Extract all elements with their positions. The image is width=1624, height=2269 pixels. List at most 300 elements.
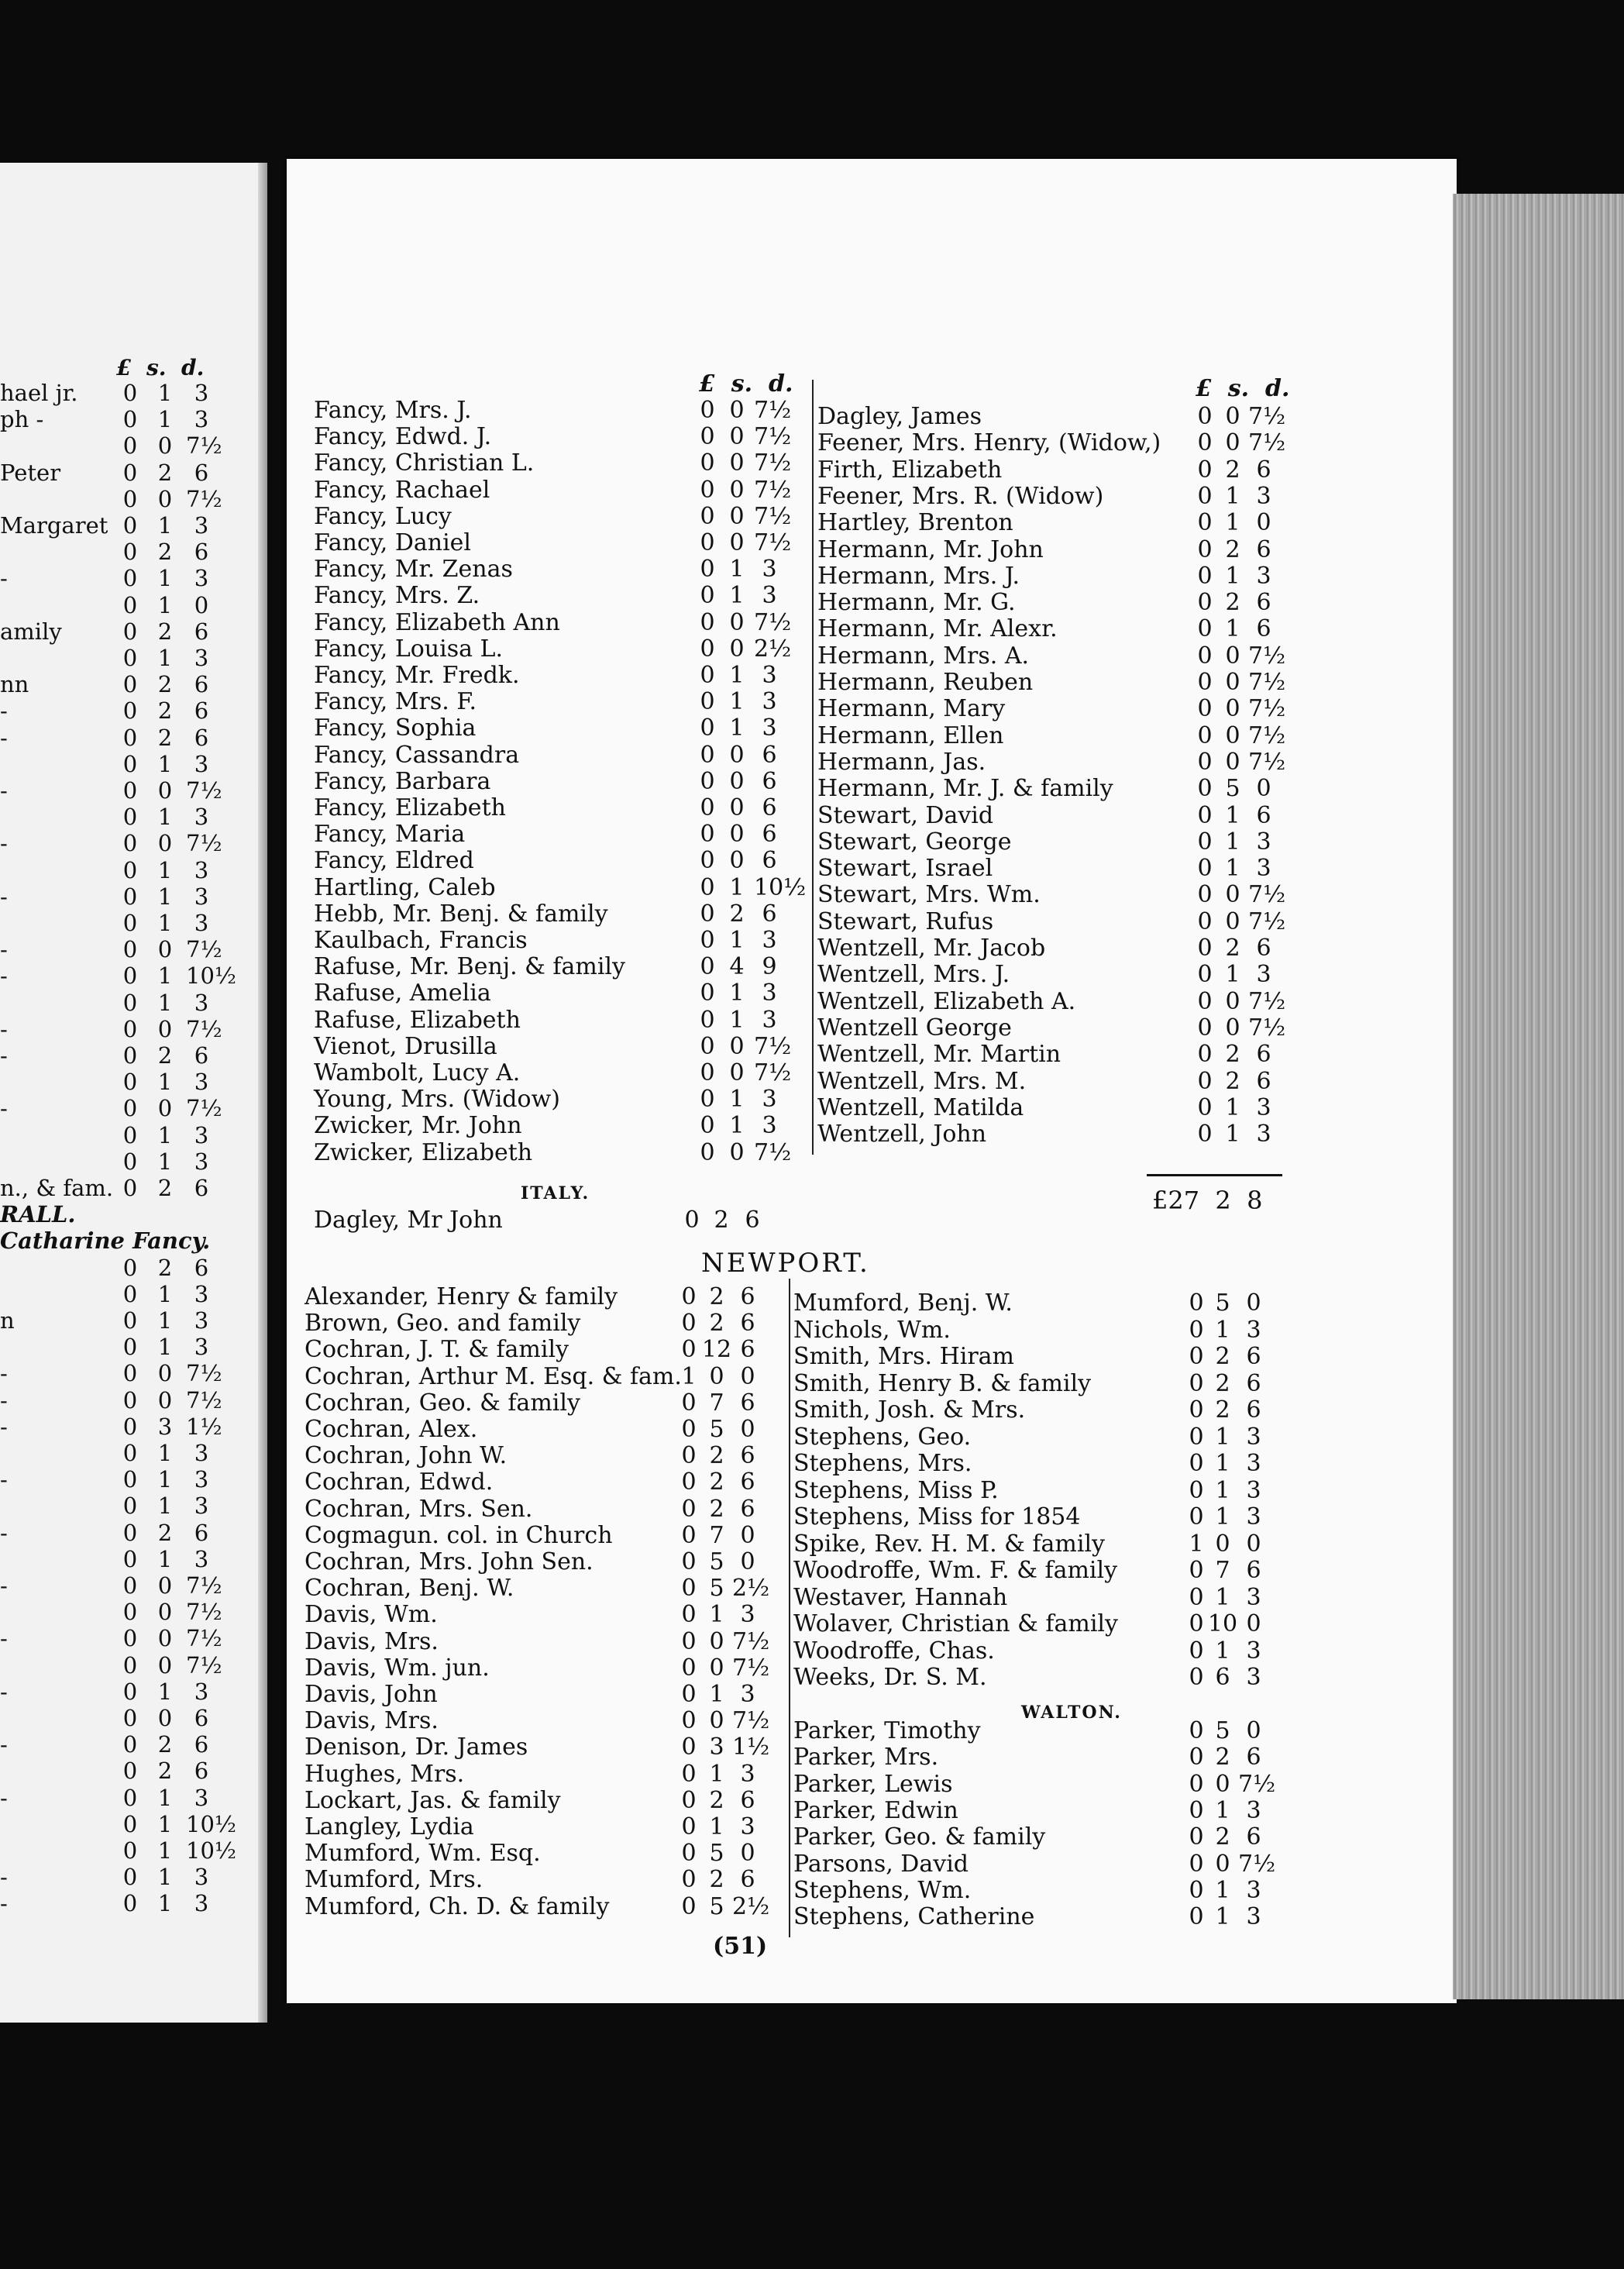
- contributor-name: Hartling, Caleb: [314, 873, 496, 901]
- pounds-value: 0: [1189, 1316, 1204, 1344]
- contributor-name-fragment: Catharine Fancy.: [0, 1227, 211, 1255]
- pence-value: 7½: [1248, 429, 1286, 457]
- pence-value: 3: [1246, 1450, 1261, 1477]
- contributor-name: Fancy, Cassandra: [314, 741, 520, 769]
- pounds-value: 0: [1189, 1664, 1204, 1691]
- contributor-name-fragment: -: [0, 1466, 8, 1493]
- pence-value: 3: [1256, 562, 1271, 590]
- shillings-value: 0: [729, 635, 745, 663]
- pounds-value: 0: [122, 1015, 138, 1042]
- pence-value: 3: [194, 1280, 209, 1307]
- pence-value: 6: [762, 900, 777, 928]
- pounds-value: 0: [1197, 748, 1213, 776]
- left-page-row: [0, 1255, 267, 1281]
- shillings-value: 1: [729, 582, 745, 610]
- pence-value: 3: [740, 1760, 755, 1788]
- contributor-name-fragment: -: [0, 1731, 8, 1758]
- pounds-value: 0: [122, 830, 138, 857]
- contributor-name: Westaver, Hannah: [793, 1583, 1008, 1611]
- contributor-name: Rafuse, Mr. Benj. & family: [314, 953, 625, 981]
- pounds-value: 0: [1197, 987, 1213, 1015]
- shillings-value: 0: [1225, 721, 1240, 749]
- shillings-value: 0: [1215, 1770, 1230, 1798]
- pence-value: 7½: [754, 1138, 792, 1166]
- left-page-row: [0, 1334, 267, 1360]
- shillings-value: 0: [1225, 429, 1240, 457]
- left-page-row: [0, 910, 267, 936]
- pounds-value: 0: [1189, 1369, 1204, 1397]
- shillings-value: 1: [1215, 1316, 1230, 1344]
- pounds-value: 0: [1189, 1744, 1204, 1771]
- pounds-value: 0: [122, 1175, 138, 1201]
- pounds-value: 0: [1189, 1770, 1204, 1798]
- shillings-value: 2: [1215, 1823, 1230, 1851]
- pence-value: 6: [762, 767, 777, 795]
- italy-heading: ITALY.: [521, 1183, 590, 1203]
- pence-value: 7½: [186, 830, 222, 857]
- pence-value: 3: [762, 980, 777, 1007]
- pounds-value: 0: [1189, 1503, 1204, 1530]
- contributor-name-fragment: -: [0, 936, 8, 963]
- pence-value: 7½: [1248, 642, 1286, 670]
- shillings-value: 1: [1225, 615, 1240, 643]
- pence-value: 6: [762, 794, 777, 821]
- contributor-name: Smith, Josh. & Mrs.: [793, 1396, 1026, 1424]
- pence-value: 7½: [186, 1360, 222, 1387]
- pence-value: 6: [194, 618, 209, 645]
- contributor-name-fragment: hael jr.: [0, 380, 78, 406]
- left-page-row: [0, 1837, 267, 1864]
- pounds-value: 0: [681, 1892, 697, 1920]
- pounds-value: 0: [122, 1890, 138, 1917]
- contributor-name: Fancy, Rachael: [314, 476, 490, 504]
- shillings-value: 1: [157, 1837, 173, 1864]
- pence-value: 6: [194, 1758, 209, 1785]
- pounds-value: 0: [700, 662, 715, 689]
- pence-value: 3: [194, 989, 209, 1016]
- pence-value: 3: [762, 1112, 777, 1140]
- left-page-row: [0, 1148, 267, 1175]
- contributor-name-fragment: nn: [0, 671, 29, 698]
- shillings-value: 1: [157, 1890, 173, 1917]
- contributor-name: Wentzell George: [817, 1014, 1012, 1042]
- contributor-name: Lockart, Jas. & family: [304, 1786, 561, 1814]
- pounds-value: 0: [700, 397, 715, 424]
- contributor-name: Parker, Edwin: [793, 1796, 958, 1824]
- pence-value: 3: [1256, 1093, 1271, 1121]
- pounds-value: 0: [1189, 1637, 1204, 1665]
- pence-value: 7½: [186, 1095, 222, 1122]
- pounds-value: 0: [681, 1681, 697, 1708]
- pounds-value: 0: [1197, 669, 1213, 696]
- shillings-value: 1: [729, 927, 745, 954]
- pence-value: 3: [1246, 1876, 1261, 1904]
- pence-value: 3: [740, 1813, 755, 1840]
- contributor-name-fragment: -: [0, 565, 8, 592]
- contributor-name-fragment: n., & fam.: [0, 1175, 114, 1201]
- pence-value: 3: [762, 1086, 777, 1114]
- contributor-name: Zwicker, Elizabeth: [314, 1138, 533, 1166]
- shillings-value: 0: [157, 936, 173, 963]
- shillings-value: 1: [1215, 1423, 1230, 1451]
- contributor-name: Wentzell, Mr. Jacob: [817, 935, 1046, 962]
- shillings-value: 1: [709, 1681, 724, 1708]
- col-a-header: £ s. d.: [699, 370, 793, 398]
- pounds-value: 0: [700, 502, 715, 530]
- pounds-value: 0: [700, 714, 715, 742]
- pounds-value: 0: [1197, 456, 1213, 484]
- page-edges: [1453, 194, 1624, 1999]
- pounds-value: 0: [700, 847, 715, 875]
- pounds-value: 0: [700, 1138, 715, 1166]
- contributor-name: Langley, Lydia: [304, 1813, 474, 1840]
- pence-value: 3: [740, 1601, 755, 1629]
- pence-value: 3: [194, 1493, 209, 1520]
- contributor-name: Parker, Geo. & family: [793, 1823, 1046, 1851]
- pence-value: 6: [1246, 1343, 1261, 1370]
- pounds-value: 0: [122, 618, 138, 645]
- pence-value: 7½: [186, 432, 222, 460]
- shillings-value: 2: [157, 1175, 173, 1201]
- shillings-value: 4: [729, 953, 745, 981]
- contributor-name: Fancy, Sophia: [314, 714, 477, 742]
- contributor-name: Mumford, Mrs.: [304, 1866, 483, 1894]
- contributor-name: Stephens, Mrs.: [793, 1450, 972, 1477]
- pounds-value: 0: [681, 1654, 697, 1682]
- contributor-name: Smith, Henry B. & family: [793, 1369, 1092, 1397]
- pence-value: 3: [762, 662, 777, 689]
- pounds-value: 0: [122, 1148, 138, 1175]
- pence-value: 7½: [754, 502, 792, 530]
- pounds-value: 0: [1197, 775, 1213, 803]
- pounds-value: 0: [1189, 1476, 1204, 1504]
- left-page-row: [0, 1016, 267, 1042]
- pounds-value: 0: [700, 1086, 715, 1114]
- pence-value: 7½: [754, 397, 792, 424]
- pounds-value: 0: [1197, 429, 1213, 457]
- pence-value: 3: [762, 1006, 777, 1034]
- pence-value: 6: [1246, 1744, 1261, 1771]
- pence-value: 6: [762, 821, 777, 849]
- pence-value: 7½: [732, 1654, 770, 1682]
- pounds-value: 0: [1189, 1850, 1204, 1878]
- pounds-value: 0: [122, 1307, 138, 1334]
- shillings-value: 5: [709, 1840, 724, 1868]
- pounds-value: 0: [122, 1599, 138, 1626]
- contributor-name: Davis, Wm.: [304, 1601, 438, 1629]
- pounds-value: 0: [1189, 1610, 1204, 1637]
- pence-value: 6: [740, 1389, 755, 1417]
- pounds-value: 0: [122, 1758, 138, 1785]
- walton-heading: WALTON.: [1021, 1703, 1122, 1723]
- shillings-value: 1: [157, 1545, 173, 1572]
- left-page-row: [0, 857, 267, 883]
- pounds-value: 0: [122, 1784, 138, 1811]
- left-page-row: [0, 1307, 267, 1334]
- pence-value: 0: [740, 1548, 755, 1575]
- shillings-value: 2: [157, 1519, 173, 1546]
- pence-value: 0: [740, 1416, 755, 1443]
- shillings-value: 3: [709, 1734, 724, 1761]
- shillings-value: 2: [1225, 1041, 1240, 1069]
- pence-value: 6: [1256, 615, 1271, 643]
- shillings-value: 7: [709, 1389, 724, 1417]
- pounds-value: 0: [1189, 1876, 1204, 1904]
- shillings-value: 1: [709, 1601, 724, 1629]
- contributor-name: Stewart, David: [817, 801, 994, 829]
- contributor-name-fragment: -: [0, 1413, 8, 1440]
- pence-value: 6: [1246, 1396, 1261, 1424]
- contributor-name-fragment: -: [0, 1864, 8, 1891]
- shillings-value: 0: [709, 1627, 724, 1655]
- pounds-value: 0: [681, 1416, 697, 1443]
- contributor-name: Brown, Geo. and family: [304, 1310, 581, 1338]
- pounds-value: 0: [122, 910, 138, 936]
- contributor-name: Mumford, Wm. Esq.: [304, 1840, 541, 1868]
- pounds-value: 0: [1197, 589, 1213, 617]
- pence-value: 3: [762, 556, 777, 584]
- contributor-name-fragment: -: [0, 962, 8, 990]
- shillings-value: 0: [729, 529, 745, 556]
- shillings-value: 2: [1225, 1067, 1240, 1095]
- pounds-value: 0: [681, 1627, 697, 1655]
- shillings-value: 0: [1225, 1014, 1240, 1042]
- pence-value: 3: [762, 927, 777, 954]
- left-page-row: [0, 697, 267, 724]
- pounds-value: 0: [700, 927, 715, 954]
- contributor-name: Nichols, Wm.: [793, 1316, 951, 1344]
- pence-value: 7½: [754, 529, 792, 556]
- pence-value: 3: [1246, 1583, 1261, 1611]
- contributor-name: Rafuse, Elizabeth: [314, 1006, 521, 1034]
- pounds-value: 0: [681, 1495, 697, 1523]
- contributor-name-fragment: -: [0, 1042, 8, 1069]
- shillings-value: 1: [729, 556, 745, 584]
- contributor-name-fragment: ph -: [0, 406, 44, 433]
- contributor-name: Smith, Mrs. Hiram: [793, 1343, 1014, 1370]
- pounds-value: 0: [122, 697, 138, 725]
- pence-value: 6: [740, 1310, 755, 1338]
- pence-value: 7½: [732, 1707, 770, 1735]
- pence-value: 0: [194, 591, 209, 618]
- pounds-value: 0: [122, 565, 138, 592]
- pence-value: 7½: [754, 449, 792, 477]
- pounds-value: 0: [700, 1059, 715, 1086]
- shillings-value: 1: [157, 750, 173, 777]
- left-page-row: [0, 1281, 267, 1307]
- pence-value: 0: [740, 1521, 755, 1549]
- shillings-value: 2: [1225, 456, 1240, 484]
- contributor-name: Wambolt, Lucy A.: [314, 1059, 521, 1086]
- shillings-value: 2: [1215, 1744, 1230, 1771]
- left-page-row: [0, 1227, 267, 1254]
- pounds-value: 0: [681, 1468, 697, 1496]
- pounds-value: 0: [122, 1572, 138, 1599]
- pounds-value: 0: [1189, 1796, 1204, 1824]
- contributor-name-fragment: Margaret: [0, 512, 108, 539]
- pence-value: 0: [740, 1840, 755, 1868]
- pence-value: 6: [1256, 1067, 1271, 1095]
- pence-value: 7½: [754, 1059, 792, 1086]
- pounds-value: 0: [684, 1207, 700, 1234]
- pence-value: 3: [1256, 961, 1271, 989]
- contributor-name: Fancy, Mrs. F.: [314, 688, 477, 716]
- pounds-value: 0: [700, 767, 715, 795]
- contributor-name: Cochran, Mrs. Sen.: [304, 1495, 533, 1523]
- shillings-value: 2: [157, 671, 173, 698]
- shillings-value: 2: [709, 1283, 724, 1310]
- contributor-name: Davis, Mrs.: [304, 1627, 439, 1655]
- contributor-name: Cochran, Mrs. John Sen.: [304, 1548, 594, 1575]
- shillings-value: 0: [709, 1654, 724, 1682]
- shillings-value: 1: [157, 804, 173, 831]
- pence-value: 6: [194, 539, 209, 566]
- pence-value: 7½: [1238, 1770, 1276, 1798]
- pence-value: 6: [194, 671, 209, 698]
- shillings-value: 0: [709, 1707, 724, 1735]
- contributor-name: Parsons, David: [793, 1850, 969, 1878]
- shillings-value: 1: [1215, 1583, 1230, 1611]
- pounds-value: 0: [700, 688, 715, 716]
- contributor-name: Fancy, Maria: [314, 821, 466, 849]
- shillings-value: 2: [157, 459, 173, 486]
- shillings-value: 1: [729, 662, 745, 689]
- pence-value: 6: [194, 1519, 209, 1546]
- pounds-value: 0: [1197, 828, 1213, 856]
- shillings-value: 0: [729, 847, 745, 875]
- pounds-value: 0: [122, 406, 138, 433]
- shillings-value: 2: [1225, 589, 1240, 617]
- pounds-value: 0: [681, 1389, 697, 1417]
- left-page-row: [0, 1175, 267, 1201]
- pounds-value: 0: [681, 1310, 697, 1338]
- left-page-row: [0, 512, 267, 539]
- shillings-value: 1: [729, 1006, 745, 1034]
- left-page-row: [0, 1864, 267, 1890]
- pounds-value: 0: [122, 1864, 138, 1891]
- pounds-value: 0: [122, 1731, 138, 1758]
- pounds-value: 0: [681, 1786, 697, 1814]
- pence-value: 6: [740, 1442, 755, 1470]
- contributor-name: Stewart, Mrs. Wm.: [817, 881, 1041, 909]
- pounds-value: 0: [1197, 961, 1213, 989]
- shillings-value: 2: [714, 1207, 729, 1234]
- shillings-value: 0: [729, 397, 745, 424]
- contributor-name-fragment: -: [0, 883, 8, 910]
- contributor-name: Stewart, Rufus: [817, 907, 994, 935]
- pence-value: 3: [194, 512, 209, 539]
- shillings-value: 5: [709, 1416, 724, 1443]
- contributor-name: Mumford, Benj. W.: [793, 1289, 1013, 1317]
- shillings-value: 0: [157, 1572, 173, 1599]
- pounds-value: 0: [700, 423, 715, 451]
- pence-value: 1½: [732, 1734, 770, 1761]
- contributor-name: Wentzell, Elizabeth A.: [817, 987, 1076, 1015]
- shillings-value: 1: [709, 1813, 724, 1840]
- pence-value: 3: [1246, 1903, 1261, 1931]
- shillings-value: 1: [157, 962, 173, 990]
- left-page-row: [0, 1679, 267, 1705]
- pence-value: 7½: [1248, 881, 1286, 909]
- pence-value: 3: [1246, 1664, 1261, 1691]
- contributor-name-fragment: -: [0, 1784, 8, 1811]
- shillings-value: 2: [709, 1442, 724, 1470]
- pence-value: 6: [1256, 456, 1271, 484]
- left-page-row: [0, 618, 267, 645]
- pence-value: 7½: [186, 777, 222, 804]
- shillings-value: 1: [157, 1864, 173, 1891]
- shillings-value: 3: [157, 1413, 173, 1440]
- pence-value: 3: [194, 380, 209, 406]
- pence-value: 3: [1246, 1476, 1261, 1504]
- shillings-value: 10: [1207, 1610, 1238, 1637]
- contributor-name: Fancy, Mrs. J.: [314, 397, 472, 424]
- shillings-value: 2: [1225, 535, 1240, 563]
- pounds-value: 0: [700, 1006, 715, 1034]
- shillings-value: 0: [157, 1705, 173, 1731]
- contributor-name: Hebb, Mr. Benj. & family: [314, 900, 608, 928]
- pence-value: 7½: [754, 1032, 792, 1060]
- left-page-row: [0, 1095, 267, 1121]
- shillings-value: 0: [729, 767, 745, 795]
- left-page-row: [0, 380, 267, 406]
- pence-value: 7½: [186, 1599, 222, 1626]
- pounds-value: 0: [1189, 1289, 1204, 1317]
- pence-value: 7½: [186, 485, 222, 512]
- shillings-value: 1: [1225, 801, 1240, 829]
- contributor-name: Cochran, Edwd.: [304, 1468, 494, 1496]
- shillings-value: 0: [1225, 669, 1240, 696]
- pence-value: 7½: [754, 423, 792, 451]
- left-page-row: [0, 539, 267, 565]
- contributor-name: Stewart, Israel: [817, 855, 993, 883]
- pence-value: 6: [740, 1468, 755, 1496]
- left-page-row: [0, 1360, 267, 1386]
- contributor-name: Young, Mrs. (Widow): [314, 1086, 560, 1114]
- contributor-name: Wentzell, Mrs. J.: [817, 961, 1010, 989]
- shillings-value: 1: [157, 565, 173, 592]
- page-number: (51): [713, 1933, 768, 1960]
- pounds-value: 0: [122, 459, 138, 486]
- contributor-name: Hermann, Mr. G.: [817, 589, 1016, 617]
- shillings-value: 1: [157, 1121, 173, 1148]
- contributor-name: Wentzell, Mr. Martin: [817, 1041, 1061, 1069]
- pence-value: 7½: [186, 1386, 222, 1413]
- pounds-value: 0: [700, 529, 715, 556]
- pence-value: 7½: [1248, 907, 1286, 935]
- shillings-value: 0: [157, 1095, 173, 1122]
- shillings-value: 1: [157, 989, 173, 1016]
- contributor-name-fragment: -: [0, 1015, 8, 1042]
- pounds-value: 0: [122, 1705, 138, 1731]
- pounds-value: 0: [122, 724, 138, 751]
- pence-value: 3: [762, 582, 777, 610]
- pounds-value: 0: [1197, 1041, 1213, 1069]
- pence-value: 0: [1256, 509, 1271, 537]
- shillings-value: 0: [157, 485, 173, 512]
- contributor-name-fragment: amily: [0, 618, 62, 645]
- shillings-value: 0: [729, 794, 745, 821]
- pounds-value: 0: [122, 856, 138, 883]
- pence-value: 3: [1246, 1796, 1261, 1824]
- shillings-value: 1: [157, 1334, 173, 1361]
- shillings-value: 1: [157, 380, 173, 406]
- contributor-name: Fancy, Mr. Fredk.: [314, 662, 520, 689]
- pounds-value: 0: [681, 1575, 697, 1603]
- pounds-value: 0: [122, 1360, 138, 1387]
- pence-value: 1½: [186, 1413, 222, 1440]
- pounds-value: 0: [122, 380, 138, 406]
